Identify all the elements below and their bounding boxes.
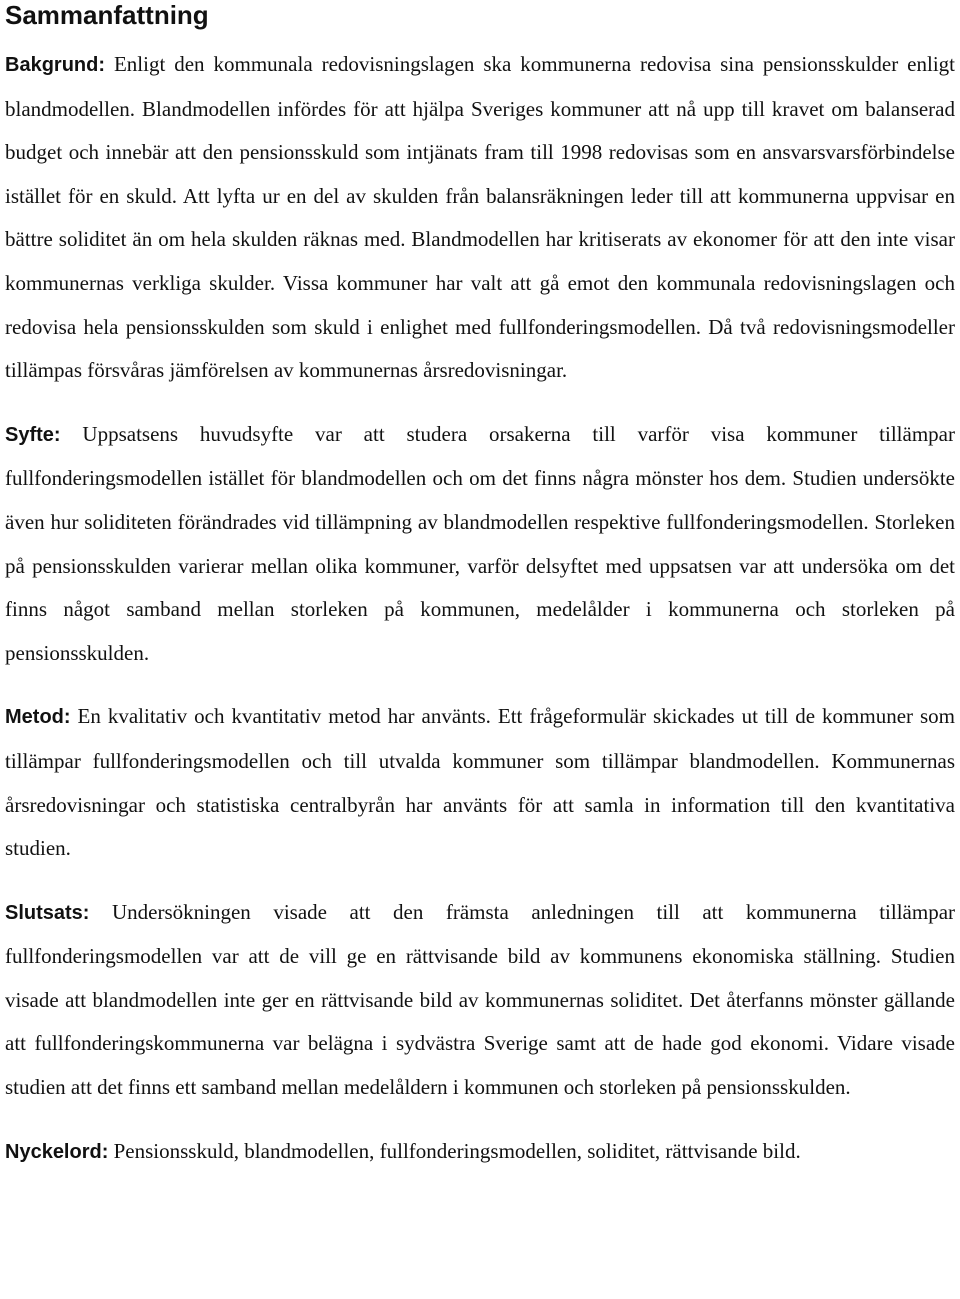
section-label-bakgrund: Bakgrund: <box>5 54 105 76</box>
section-nyckelord <box>5 1130 955 1175</box>
page-title: Sammanfattning <box>5 0 209 30</box>
document-page <box>5 0 955 1174</box>
section-bakgrund <box>5 43 955 393</box>
section-text-nyckelord: Pensionsskuld, blandmodellen, fullfonderingsmodellen, soliditet, rättvisande bild. <box>113 1138 801 1163</box>
section-text-slutsats: Undersökningen visade att den främsta anledningen till att kommunerna tillämpar fullfonderingsmodellen var att de vill ge en rättvisande bild av kommunens ekonomiska ställning. Studien visade att blandmodellen inte ger en rättvisande bild av kommunernas soliditet. Det återfanns mönster gällande att fullfonderingskommunerna var belägna i sydvästra Sverige samt att de hade god ekonomi. Vidare visade studien att det finns ett samband mellan medelåldern i kommunen och storleken på pensionsskulden. <box>5 899 956 1100</box>
section-label-syfte: Syfte: <box>5 423 61 446</box>
section-slutsats <box>5 891 955 1110</box>
section-label-nyckelord: Nyckelord: <box>5 1140 109 1163</box>
section-syfte <box>5 413 955 676</box>
section-text-bakgrund: Enligt den kommunala redovisningslagen ska kommunerna redovisa sina pensionsskulder enligt blandmodellen. Blandmodellen infördes för att hjälpa Sveriges kommuner att nå upp till kravet om balanserad budget och innebär att den pensionsskuld som intjänats fram till 1998 redovisas som en ansvarsvarsförbindelse istället för en skuld. Att lyfta ur en del av skulden från balansräkningen leder till att kommunerna uppvisar en bättre soliditet än om hela skulden räknas med. Blandmodellen har kritiserats av ekonomer för att den inte visar kommunernas verkliga skulder. Vissa kommuner har valt att gå emot den kommunala redovisningslagen och redovisa hela pensionsskulden som skuld i enlighet med fullfonderingsmodellen. Då två redovisningsmodeller tillämpas försvåras jämförelsen av kommunernas årsredovisningar. <box>5 52 956 383</box>
section-metod <box>5 695 955 870</box>
section-label-metod: Metod: <box>5 706 71 729</box>
section-label-slutsats: Slutsats: <box>5 901 90 924</box>
section-text-metod: En kvalitativ och kvantitativ metod har använts. Ett frågeformulär skickades ut till de kommuner som tillämpar fullfonderingsmodellen och till utvalda kommuner som tillämpar blandmodellen. Kommunernas årsredovisningar och statistiska centralbyrån har använts för att samla in information till den kvantitativa studien. <box>5 704 955 861</box>
section-text-syfte: Uppsatsens huvudsyfte var att studera orsakerna till varför visa kommuner tillämpar fullfonderingsmodellen istället för blandmodellen och om det finns några mönster hos dem. Studien undersökte även hur soliditeten förändrades vid tillämpning av blandmodellen respektive fullfonderingsmodellen. Storleken på pensionsskulden varierar mellan olika kommuner, varför delsyftet med uppsatsen var att undersöka om det finns något samband mellan storleken på kommunen, medelålder i kommunerna och storleken på pensionsskulden. <box>5 421 955 665</box>
